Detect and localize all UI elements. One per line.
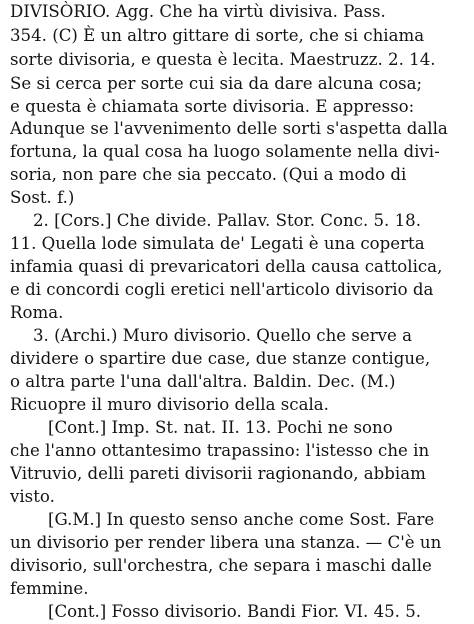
text-line: e di concordi cogli eretici nell'articolo divisorio da [10, 280, 434, 299]
text-line: Ricuopre il muro divisorio della scala. [10, 395, 329, 414]
gm-entry: [G.M.] In questo senso anche come Sost. Fare [48, 510, 435, 529]
text-line: Se si cerca per sorte cui sia da dare alcuna cosa; [10, 74, 423, 93]
cont-entry: [Cont.] Imp. St. nat. II. 13. Pochi ne sono [48, 418, 393, 437]
section-2-heading: 2. [Cors.] Che divide. Pallav. Stor. Conc. 5. 18. [33, 211, 421, 230]
text-line: 354. (C) È un altro gittare di sorte, che si chiama [10, 26, 425, 45]
text-line: che l'anno ottantesimo trapassino: l'istesso che in [10, 441, 430, 460]
text-line: Sost. f.) [10, 188, 75, 207]
text-line: un divisorio per render libera una stanza. — C'è un [10, 533, 442, 552]
section-3-heading: 3. (Archi.) Muro divisorio. Quello che serve a [33, 326, 412, 345]
text-line: Vitruvio, delli pareti divisorii ragionando, abbiam [10, 464, 426, 483]
text-line: soria, non pare che sia peccato. (Qui a modo di [10, 165, 407, 184]
text-line: visto. [10, 487, 55, 506]
text-line: infamia quasi di prevaricatori della causa cattolica, [10, 257, 443, 276]
text-line: divisorio, sull'orchestra, che separa i maschi dalle [10, 556, 432, 575]
text-line: DIVISÒRIO. Agg. Che ha virtù divisiva. Pass. [10, 2, 386, 21]
text-line: dividere o spartire due case, due stanze contigue, [10, 349, 431, 368]
text-line: Roma. [10, 303, 64, 322]
text-line: e questa è chiamata sorte divisoria. E appresso: [10, 97, 415, 116]
text-line: sorte divisoria, e questa è lecita. Maestruzz. 2. 14. [10, 50, 436, 69]
text-line: femmine. [10, 579, 89, 598]
text-line: 11. Quella lode simulata de' Legati è una coperta [10, 234, 425, 253]
text-line: Adunque se l'avvenimento delle sorti s'aspetta dalla [10, 119, 448, 138]
text-line: o altra parte l'una dall'altra. Baldin. Dec. (M.) [10, 372, 396, 391]
cont-entry: [Cont.] Fosso divisorio. Bandi Fior. VI. 45. 5. [48, 602, 422, 621]
text-line: fortuna, la qual cosa ha luogo solamente nella divi- [10, 142, 440, 161]
